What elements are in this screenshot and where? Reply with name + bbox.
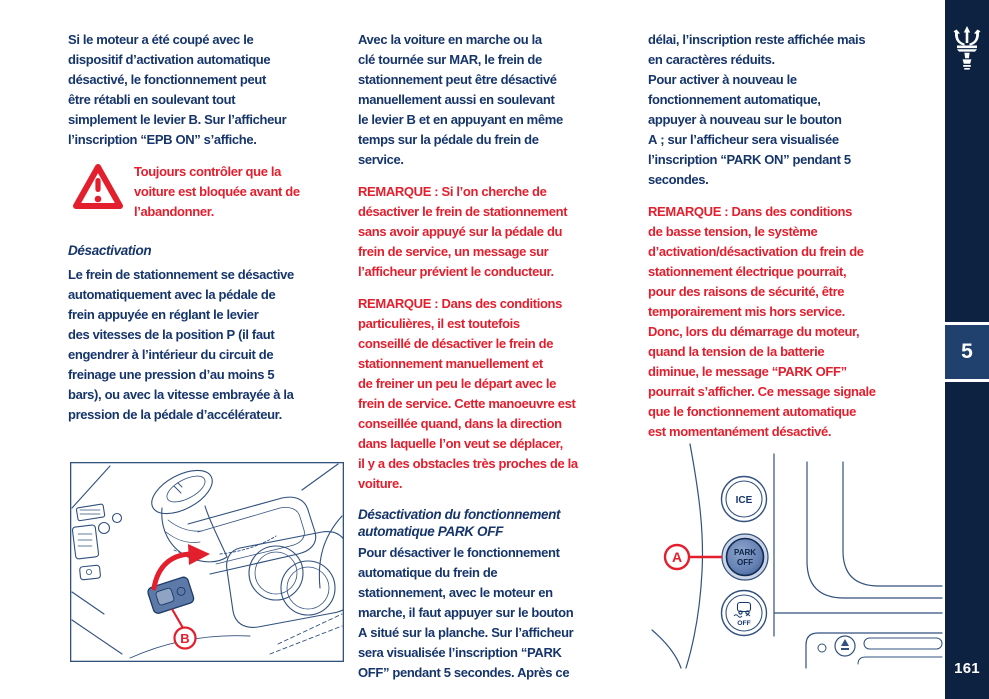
svg-text:PARK: PARK — [733, 548, 757, 557]
column-3 — [648, 30, 920, 454]
paragraph-epb-on: Si le moteur a été coupé avec le dispositif d’activation automatique désactivé, le fonctionnement peut être rétabli en soulevant tout simplement le levier B. Sur l’afficheur l’inscription “EPB ON” s’affiche. — [68, 32, 287, 147]
remark-low-voltage: REMARQUE : Dans des conditions de basse tension, le système d’activation/désactivation du frein de stationnement électrique pourrait, pour des raisons de sécurité, être temporairement mis hors service. Donc, lors du démarrage du moteur, quand la tension de la batterie diminue, le message “PARK OFF” pourrait s’afficher. Ce message signale que le fonctionnement automatique est momentanément désactivé. — [648, 204, 876, 439]
remark-manoeuvre: REMARQUE : Dans des conditions particulières, il est toutefois conseillé de désactiver le frein de stationnement manuellement et de freiner un peu le départ avec le frein de service. Cette manoeuvre est conseillée quand, dans la direction dans laquelle l’on veut se déplacer, il y a des obstacles très proches de la voiture. — [358, 296, 578, 491]
column-2 — [358, 30, 630, 695]
svg-text:OFF: OFF — [737, 620, 751, 627]
panel-callout-a — [665, 545, 722, 569]
remark-pedal: REMARQUE : Si l’on cherche de désactiver le frein de stationnement sans avoir appuyé sur la pédale du frein de service, un message sur l’afficheur prévient le conducteur. — [358, 184, 568, 279]
sidebar — [945, 0, 989, 699]
switch-panel-figure — [648, 440, 943, 675]
chapter-number: 5 — [961, 340, 973, 363]
maserati-trident-icon — [945, 26, 989, 76]
svg-text:OFF: OFF — [737, 558, 753, 567]
console-figure — [70, 462, 344, 667]
warning-note — [68, 162, 340, 222]
park-off-button — [722, 534, 768, 580]
eject-icon — [841, 639, 849, 650]
paragraph-park-off: Pour désactiver le fonctionnement automatique du frein de stationnement, avec le moteur en marche, il faut appuyer sur le bouton A situé sur la planche. Sur l’afficheur sera visualisée l’inscription “PARK OFF” pendant 5 secondes. Après ce — [358, 545, 574, 680]
svg-text:B: B — [180, 631, 190, 646]
column-1 — [68, 30, 340, 437]
svg-text:A: A — [671, 549, 683, 565]
warning-triangle-icon — [72, 162, 124, 218]
warning-text: Toujours contrôler que la voiture est bloquée avant de l’abandonner. — [134, 164, 300, 219]
chapter-tab — [945, 322, 989, 382]
paragraph-park-on: délai, l’inscription reste affichée mais en caractères réduits. Pour activer à nouveau le fonctionnement automatique, appuyer à nouveau sur le bouton A ; sur l’afficheur sera visualisée l’inscription “PARK ON” pendant 5 secondes. — [648, 32, 866, 187]
ice-button — [722, 477, 767, 522]
paragraph-manual-release: Avec la voiture en marche ou la clé tournée sur MAR, le frein de stationnement peut être désactivé manuellement aussi en soulevant le levier B et en appuyant en même temps sur la pédale du frein de service. — [358, 32, 563, 167]
paragraph-desactivation: Le frein de stationnement se désactive automatiquement avec la pédale de frein appuyée en réglant le levier des vitesses de la position P (il faut engendrer à l’intérieur du circuit de freinage une pression d’au moins 5 bars), ou avec la vitesse embrayée à la pression de la pédale d’accélérateur. — [68, 267, 294, 422]
section-heading-park-off: Désactivation du fonctionnement automatique PARK OFF — [358, 507, 561, 539]
esp-off-button — [722, 591, 767, 636]
svg-text:ICE: ICE — [735, 495, 753, 506]
page-number: 161 — [954, 660, 980, 677]
section-heading-desactivation: Désactivation — [68, 243, 152, 258]
